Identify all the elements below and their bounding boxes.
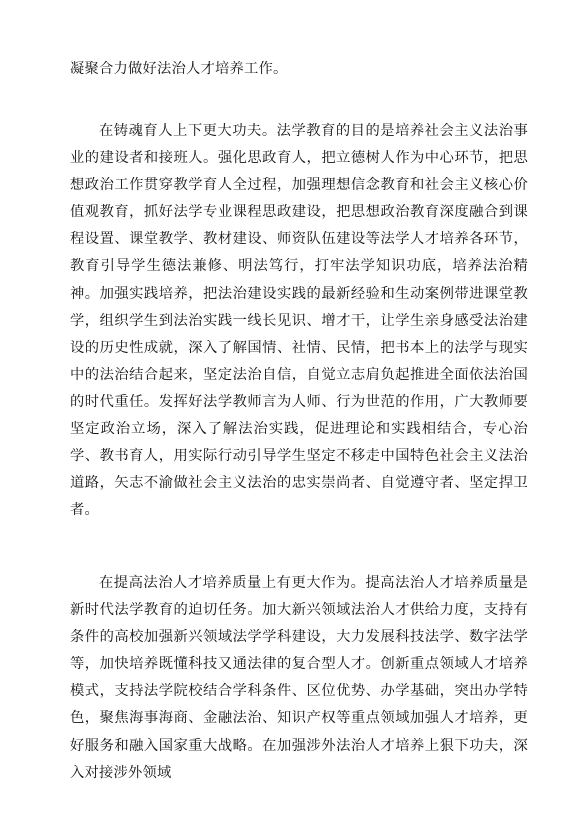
paragraph-1: 凝聚合力做好法治人才培养工作。 — [70, 61, 288, 77]
paragraph-2: 在铸魂育人上下更大功夫。法学教育的目的是培养社会主义法治事业的建设者和接班人。强化思政育人，把立德树人作为中心环节，把思想政治工作贯穿教学育人全过程，加强理想信念教育和社会主义核心价值观教育，抓好法学专业课程思政建设，把思想政治教育深度融合到课程设置、课堂教学、教材建设、师资队伍建设等法学人才培养各环节，教育引导学生德法兼修、明法笃行，打牢法学知识功底，培养法治精神。加强实践培养，把法治建设实践的最新经验和生动案例带进课堂教学，组织学生到法治实践一线长见识、增才干，让学生亲身感受法治建设的历史性成就，深入了解国情、社情、民情，把书本上的法学与现实中的法治结合起来，坚定法治自信，自觉立志肩负起推进全面依法治国的时代重任。发挥好法学教师言为人师、行为世范的作用，广大教师要坚定政治立场，深入了解法治实践，促进理论和实践相结合，专心治学、教书育人，用实际行动引导学生坚定不移走中国特色社会主义法治道路，矢志不渝做社会主义法治的忠实崇尚者、自觉遵守者、坚定捍卫者。 — [70, 123, 528, 519]
paragraph-3: 在提高法治人才培养质量上有更大作为。提高法治人才培养质量是新时代法学教育的迫切任务。加大新兴领域法治人才供给力度，支持有条件的高校加强新兴领域法学学科建设，大力发展科技法学、数字法学等，加快培养既懂科技又通法律的复合型人才。创新重点领域人才培养模式，支持法学院校结合学科条件、区位优势、办学基础，突出办学特色，聚焦海事海商、金融法治、知识产权等重点领域加强人才培养，更好服务和融入国家重大战略。在加强涉外法治人才培养上狠下功夫，深入对接涉外领域 — [70, 575, 528, 781]
